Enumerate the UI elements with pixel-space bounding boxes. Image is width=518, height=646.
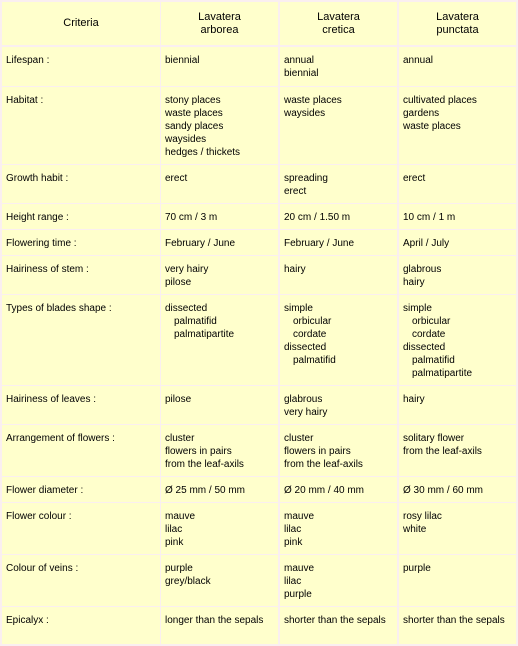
cell-line: dissected [403, 342, 446, 353]
species-genus: Lavatera [436, 10, 479, 23]
cell-line: lilac [284, 576, 302, 587]
cell-line: cluster [284, 433, 314, 444]
criterion-label: Types of blades shape : [2, 295, 160, 385]
cell-line: pink [284, 537, 303, 548]
cell-line: waste places [165, 108, 223, 119]
cell-line: palmatifid [293, 355, 336, 366]
cell-line: dissected [284, 342, 327, 353]
cell-line: palmatipartite [174, 329, 235, 340]
header-criteria-label: Criteria [63, 17, 99, 29]
table-cell [280, 204, 397, 229]
table-cell [399, 204, 516, 229]
species-epithet: punctata [436, 23, 479, 36]
table-cell [161, 256, 278, 294]
criterion-label: Flower diameter : [2, 477, 160, 502]
cell-line: February / June [165, 238, 236, 249]
criterion-label: Arrangement of flowers : [2, 425, 160, 476]
table-cell [280, 425, 397, 476]
table-cell [161, 87, 278, 164]
cell-line: Ø 20 mm / 40 mm [284, 485, 365, 496]
cell-line: waysides [165, 134, 207, 145]
cell-line: lilac [284, 524, 302, 535]
cell-line: palmatifid [174, 316, 217, 327]
cell-line: waste places [403, 121, 461, 132]
table-cell [280, 503, 397, 554]
table-cell [280, 295, 397, 385]
header-species [280, 2, 397, 45]
cell-line: cordate [293, 329, 327, 340]
cell-line: sandy places [165, 121, 224, 132]
cell-line: gardens [403, 108, 440, 119]
cell-line: hedges / thickets [165, 147, 241, 158]
criterion-label: Lifespan : [2, 47, 160, 86]
cell-line: erect [165, 173, 188, 184]
cell-line: hairy [403, 394, 425, 405]
cell-line: rosy lilac [403, 511, 442, 522]
cell-line: white [403, 524, 427, 535]
cell-line: orbicular [412, 316, 451, 327]
table-cell [161, 503, 278, 554]
cell-line: spreading [284, 173, 328, 184]
table-cell [161, 607, 278, 644]
cell-line: from the leaf-axils [165, 459, 244, 470]
cell-line: very hairy [165, 264, 209, 275]
table-cell [399, 256, 516, 294]
cell-line: pilose [165, 394, 192, 405]
cell-line: waste places [284, 95, 342, 106]
cell-line: shorter than the sepals [403, 615, 505, 626]
table-cell [399, 477, 516, 502]
cell-line: biennial [284, 68, 319, 79]
cell-line: annual [403, 55, 434, 66]
header-criteria [2, 2, 160, 45]
cell-line: pink [165, 537, 184, 548]
cell-line: dissected [165, 303, 208, 314]
criterion-label: Hairiness of stem : [2, 256, 160, 294]
table-cell [280, 87, 397, 164]
criterion-label: Flowering time : [2, 230, 160, 255]
cell-line: cluster [165, 433, 195, 444]
cell-line: longer than the sepals [165, 615, 264, 626]
cell-line: flowers in pairs [284, 446, 351, 457]
species-epithet: cretica [322, 23, 355, 36]
table-cell [161, 295, 278, 385]
table-cell [280, 477, 397, 502]
cell-line: stony places [165, 95, 221, 106]
species-genus: Lavatera [317, 10, 360, 23]
cell-line: flowers in pairs [165, 446, 232, 457]
criterion-label: Hairiness of leaves : [2, 386, 160, 424]
cell-line: Ø 25 mm / 50 mm [165, 485, 246, 496]
cell-line: 20 cm / 1.50 m [284, 212, 351, 223]
cell-line: cordate [412, 329, 446, 340]
cell-line: waysides [284, 108, 326, 119]
cell-line: simple [403, 303, 432, 314]
cell-line: purple [284, 589, 312, 600]
table-cell [399, 295, 516, 385]
table-cell [280, 47, 397, 86]
cell-line: mauve [284, 563, 315, 574]
cell-line: lilac [165, 524, 183, 535]
table-cell [161, 477, 278, 502]
species-epithet: arborea [200, 23, 239, 36]
table-cell [161, 386, 278, 424]
header-species [161, 2, 278, 45]
table-cell [399, 607, 516, 644]
criterion-label: Epicalyx : [2, 607, 160, 644]
table-cell [399, 87, 516, 164]
cell-line: glabrous [284, 394, 323, 405]
table-cell [280, 555, 397, 606]
cell-line: solitary flower [403, 433, 465, 444]
cell-line: April / July [403, 238, 450, 249]
cell-line: pilose [165, 277, 192, 288]
cell-line: orbicular [293, 316, 332, 327]
criterion-label: Colour of veins : [2, 555, 160, 606]
cell-line: from the leaf-axils [284, 459, 363, 470]
cell-line: palmatifid [412, 355, 455, 366]
table-cell [280, 386, 397, 424]
table-cell [280, 607, 397, 644]
cell-line: 10 cm / 1 m [403, 212, 456, 223]
table-cell [161, 425, 278, 476]
table-cell [161, 230, 278, 255]
table-cell [399, 503, 516, 554]
table-cell [399, 555, 516, 606]
table-cell [280, 230, 397, 255]
table-cell [399, 386, 516, 424]
cell-line: glabrous [403, 264, 442, 275]
criterion-label: Height range : [2, 204, 160, 229]
cell-line: from the leaf-axils [403, 446, 482, 457]
table-cell [161, 204, 278, 229]
cell-line: biennial [165, 55, 200, 66]
table-cell [399, 47, 516, 86]
cell-line: shorter than the sepals [284, 615, 386, 626]
table-cell [161, 555, 278, 606]
table-cell [399, 165, 516, 203]
cell-line: very hairy [284, 407, 328, 418]
cell-line: erect [403, 173, 426, 184]
cell-line: simple [284, 303, 313, 314]
cell-line: hairy [284, 264, 306, 275]
cell-line: 70 cm / 3 m [165, 212, 218, 223]
table-cell [161, 47, 278, 86]
table-cell [399, 425, 516, 476]
cell-line: hairy [403, 277, 425, 288]
header-species [399, 2, 516, 45]
cell-line: erect [284, 186, 307, 197]
cell-line: Ø 30 mm / 60 mm [403, 485, 484, 496]
cell-line: purple [403, 563, 431, 574]
cell-line: annual [284, 55, 315, 66]
cell-line: mauve [284, 511, 315, 522]
criterion-label: Habitat : [2, 87, 160, 164]
cell-line: February / June [284, 238, 355, 249]
criterion-label: Flower colour : [2, 503, 160, 554]
cell-line: palmatipartite [412, 368, 473, 379]
table-cell [280, 256, 397, 294]
cell-line: mauve [165, 511, 196, 522]
cell-line: purple [165, 563, 193, 574]
cell-line: grey/black [165, 576, 211, 587]
criterion-label: Growth habit : [2, 165, 160, 203]
table-cell [161, 165, 278, 203]
table-cell [399, 230, 516, 255]
species-genus: Lavatera [198, 10, 241, 23]
table-cell [280, 165, 397, 203]
cell-line: cultivated places [403, 95, 477, 106]
